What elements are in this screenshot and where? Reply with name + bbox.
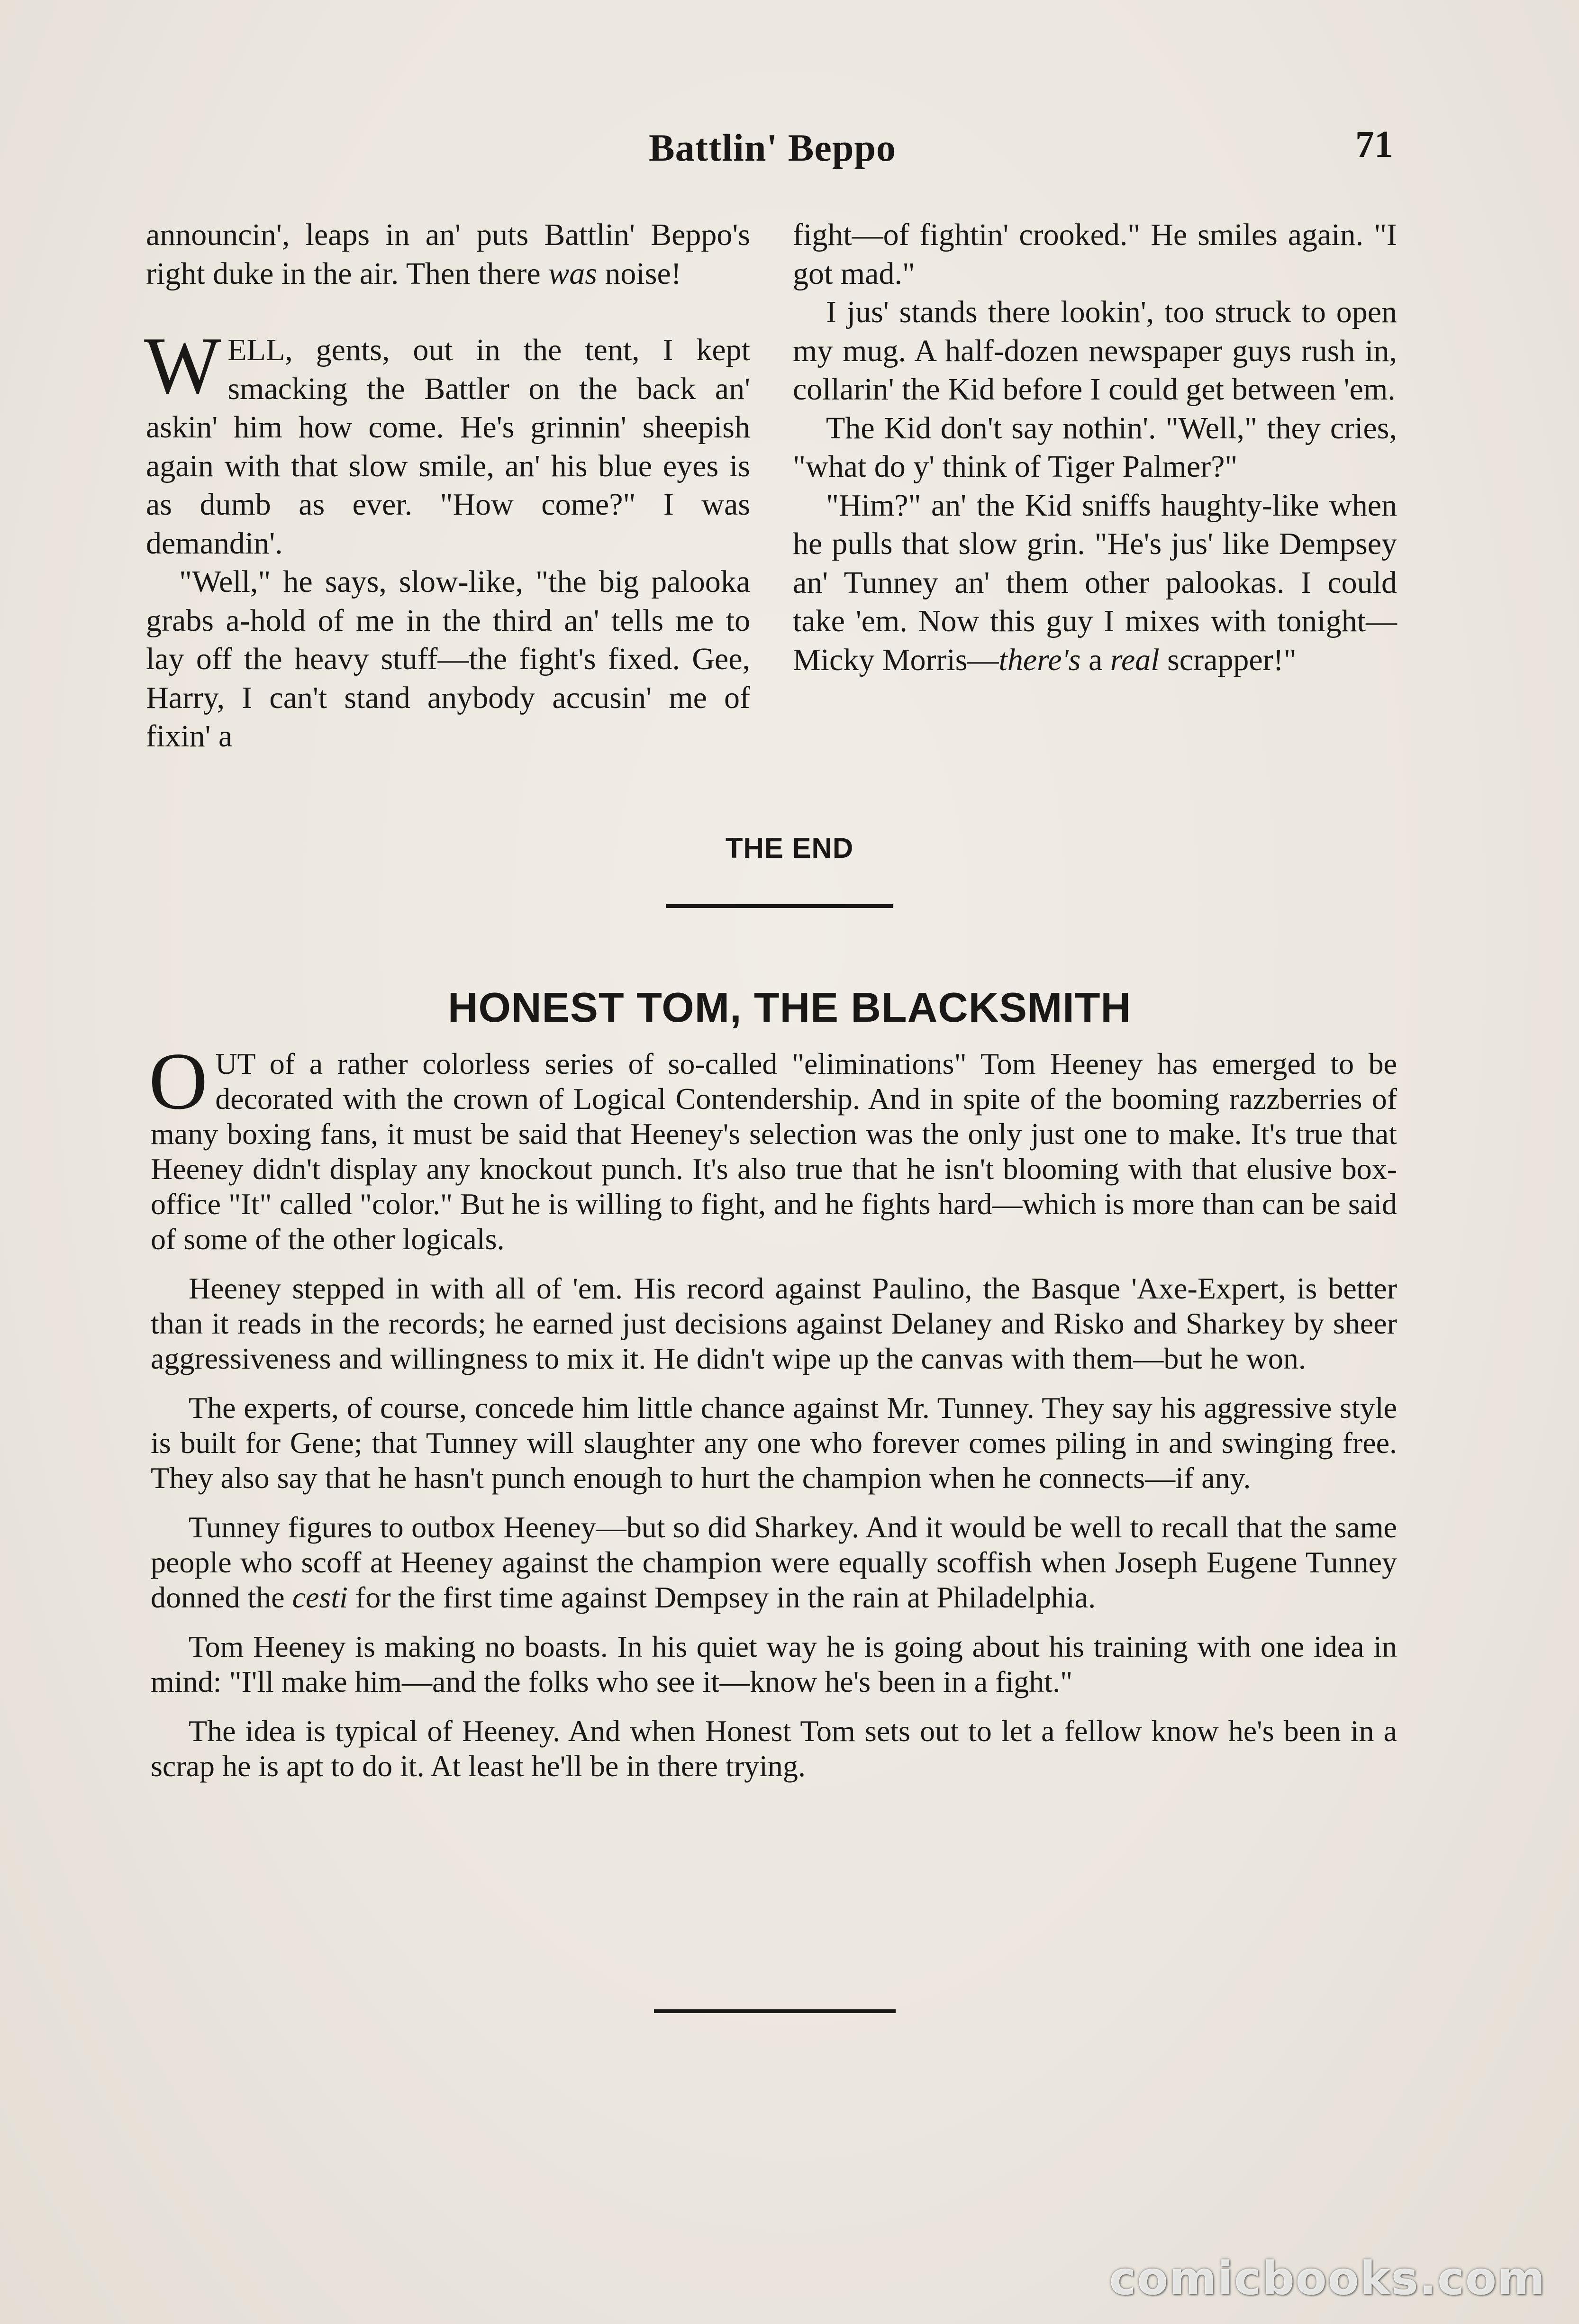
text-run: UT of a rather colorless series of so-called "eliminations" Tom Heeney has emerged to be decorated with the crown of Logical Contendership. And in spite of the booming razzberries of many boxing fans, it must be said that Heeney's selection was the only just one to make. It's true that Heeney didn't display any knockout punch. It's also true that he isn't blooming with that elusive box-office "It" called "color." But he is willing to fight, and he fights hard—which is more than can be said of some of the other logicals. [151,1047,1397,1256]
text-run: ELL, gents, out in the tent, I kept smacking the Battler on the back an' askin' him how come. He's grinnin' sheepish again with that slow smile, an' his blue eyes is as dumb as ever. "How come?" I was demandin'. [146,333,750,561]
paragraph: fight—of fightin' crooked." He smiles again. "I got mad." [793,218,1397,291]
right-column [793,216,1397,679]
the-end-label: THE END [725,832,854,864]
running-head [147,126,1398,182]
left-column [146,216,750,756]
drop-cap: O [149,1036,208,1126]
text-run: scrapper!" [1159,642,1297,677]
paragraph: Tom Heeney is making no boasts. In his quiet way he is going about his training with one idea in mind: "I'll make him—and the folks who see it—know he's been in a fight." [151,1630,1397,1698]
paragraph: "Well," he says, slow-like, "the big palooka grabs a-hold of me in the third an' tells me to lay off the heavy stuff—the fight's fixed. Gee, Harry, I can't stand anybody accusin' me of fixin' a [146,564,750,753]
emphasis: real [1110,642,1160,677]
running-title: Battlin' Beppo [648,126,897,169]
emphasis: cesti [292,1580,348,1614]
emphasis: there's [998,642,1081,677]
drop-cap: W [144,321,221,411]
paragraph: I jus' stands there lookin', too struck to open my mug. A half-dozen newspaper guys rush in, collarin' the Kid before I could get between 'em. [793,295,1397,407]
text-run: "Him?" an' the Kid sniffs haughty-like when he pulls that slow grin. "He's jus' like Dempsey an' Tunney an' them other palookas. I could take 'em. Now this guy I mixes with tonight—Micky Morris— [793,488,1397,677]
paragraph [144,321,750,563]
paragraph [149,1036,1397,1257]
divider-rule [654,2009,896,2013]
watermark: comicbooks.com [1109,2252,1546,2305]
article-body [149,1036,1397,1798]
text-run: for the first time against Dempsey in the rain at Philadelphia. [347,1580,1096,1614]
text-run: a [1080,642,1110,677]
paragraph: The Kid don't say nothin'. "Well," they cries, "what do y' think of Tiger Palmer?" [793,410,1397,484]
paragraph [146,216,750,293]
paragraph [793,486,1397,680]
emphasis: was [548,256,597,291]
text-run: Tunney figures to outbox Heeney—but so did Sharkey. And it would be well to recall that the same people who scoff at Heeney against the champion were equally scoffish when Joseph Eugene Tunney donned the [151,1510,1397,1614]
text-run: announcin', leaps in an' puts Battlin' Beppo's right duke in the air. Then there [146,218,750,291]
paragraph: Heeney stepped in with all of 'em. His record against Paulino, the Basque 'Axe-Expert, is better than it reads in the records; he earned just decisions against Delaney and Risko and Sharkey by sheer aggressiveness and willingness to mix it. He didn't wipe up the canvas with them—but he won. [151,1271,1397,1375]
paragraph: The experts, of course, concede him little chance against Mr. Tunney. They say his aggressive style is built for Gene; that Tunney will slaughter any one who forever comes piling in and swinging free. They also say that he hasn't punch enough to hurt the champion when he connects—if any. [151,1391,1397,1495]
text-run: noise! [597,256,681,291]
article-title: HONEST TOM, THE BLACKSMITH [447,984,1132,1031]
paragraph [151,1510,1397,1615]
paragraph: The idea is typical of Heeney. And when Honest Tom sets out to let a fellow know he's been in a scrap he is apt to do it. At least he'll be in there trying. [151,1714,1397,1783]
page-number: 71 [1355,124,1393,165]
story-columns [146,216,1397,813]
divider-rule [666,904,893,908]
